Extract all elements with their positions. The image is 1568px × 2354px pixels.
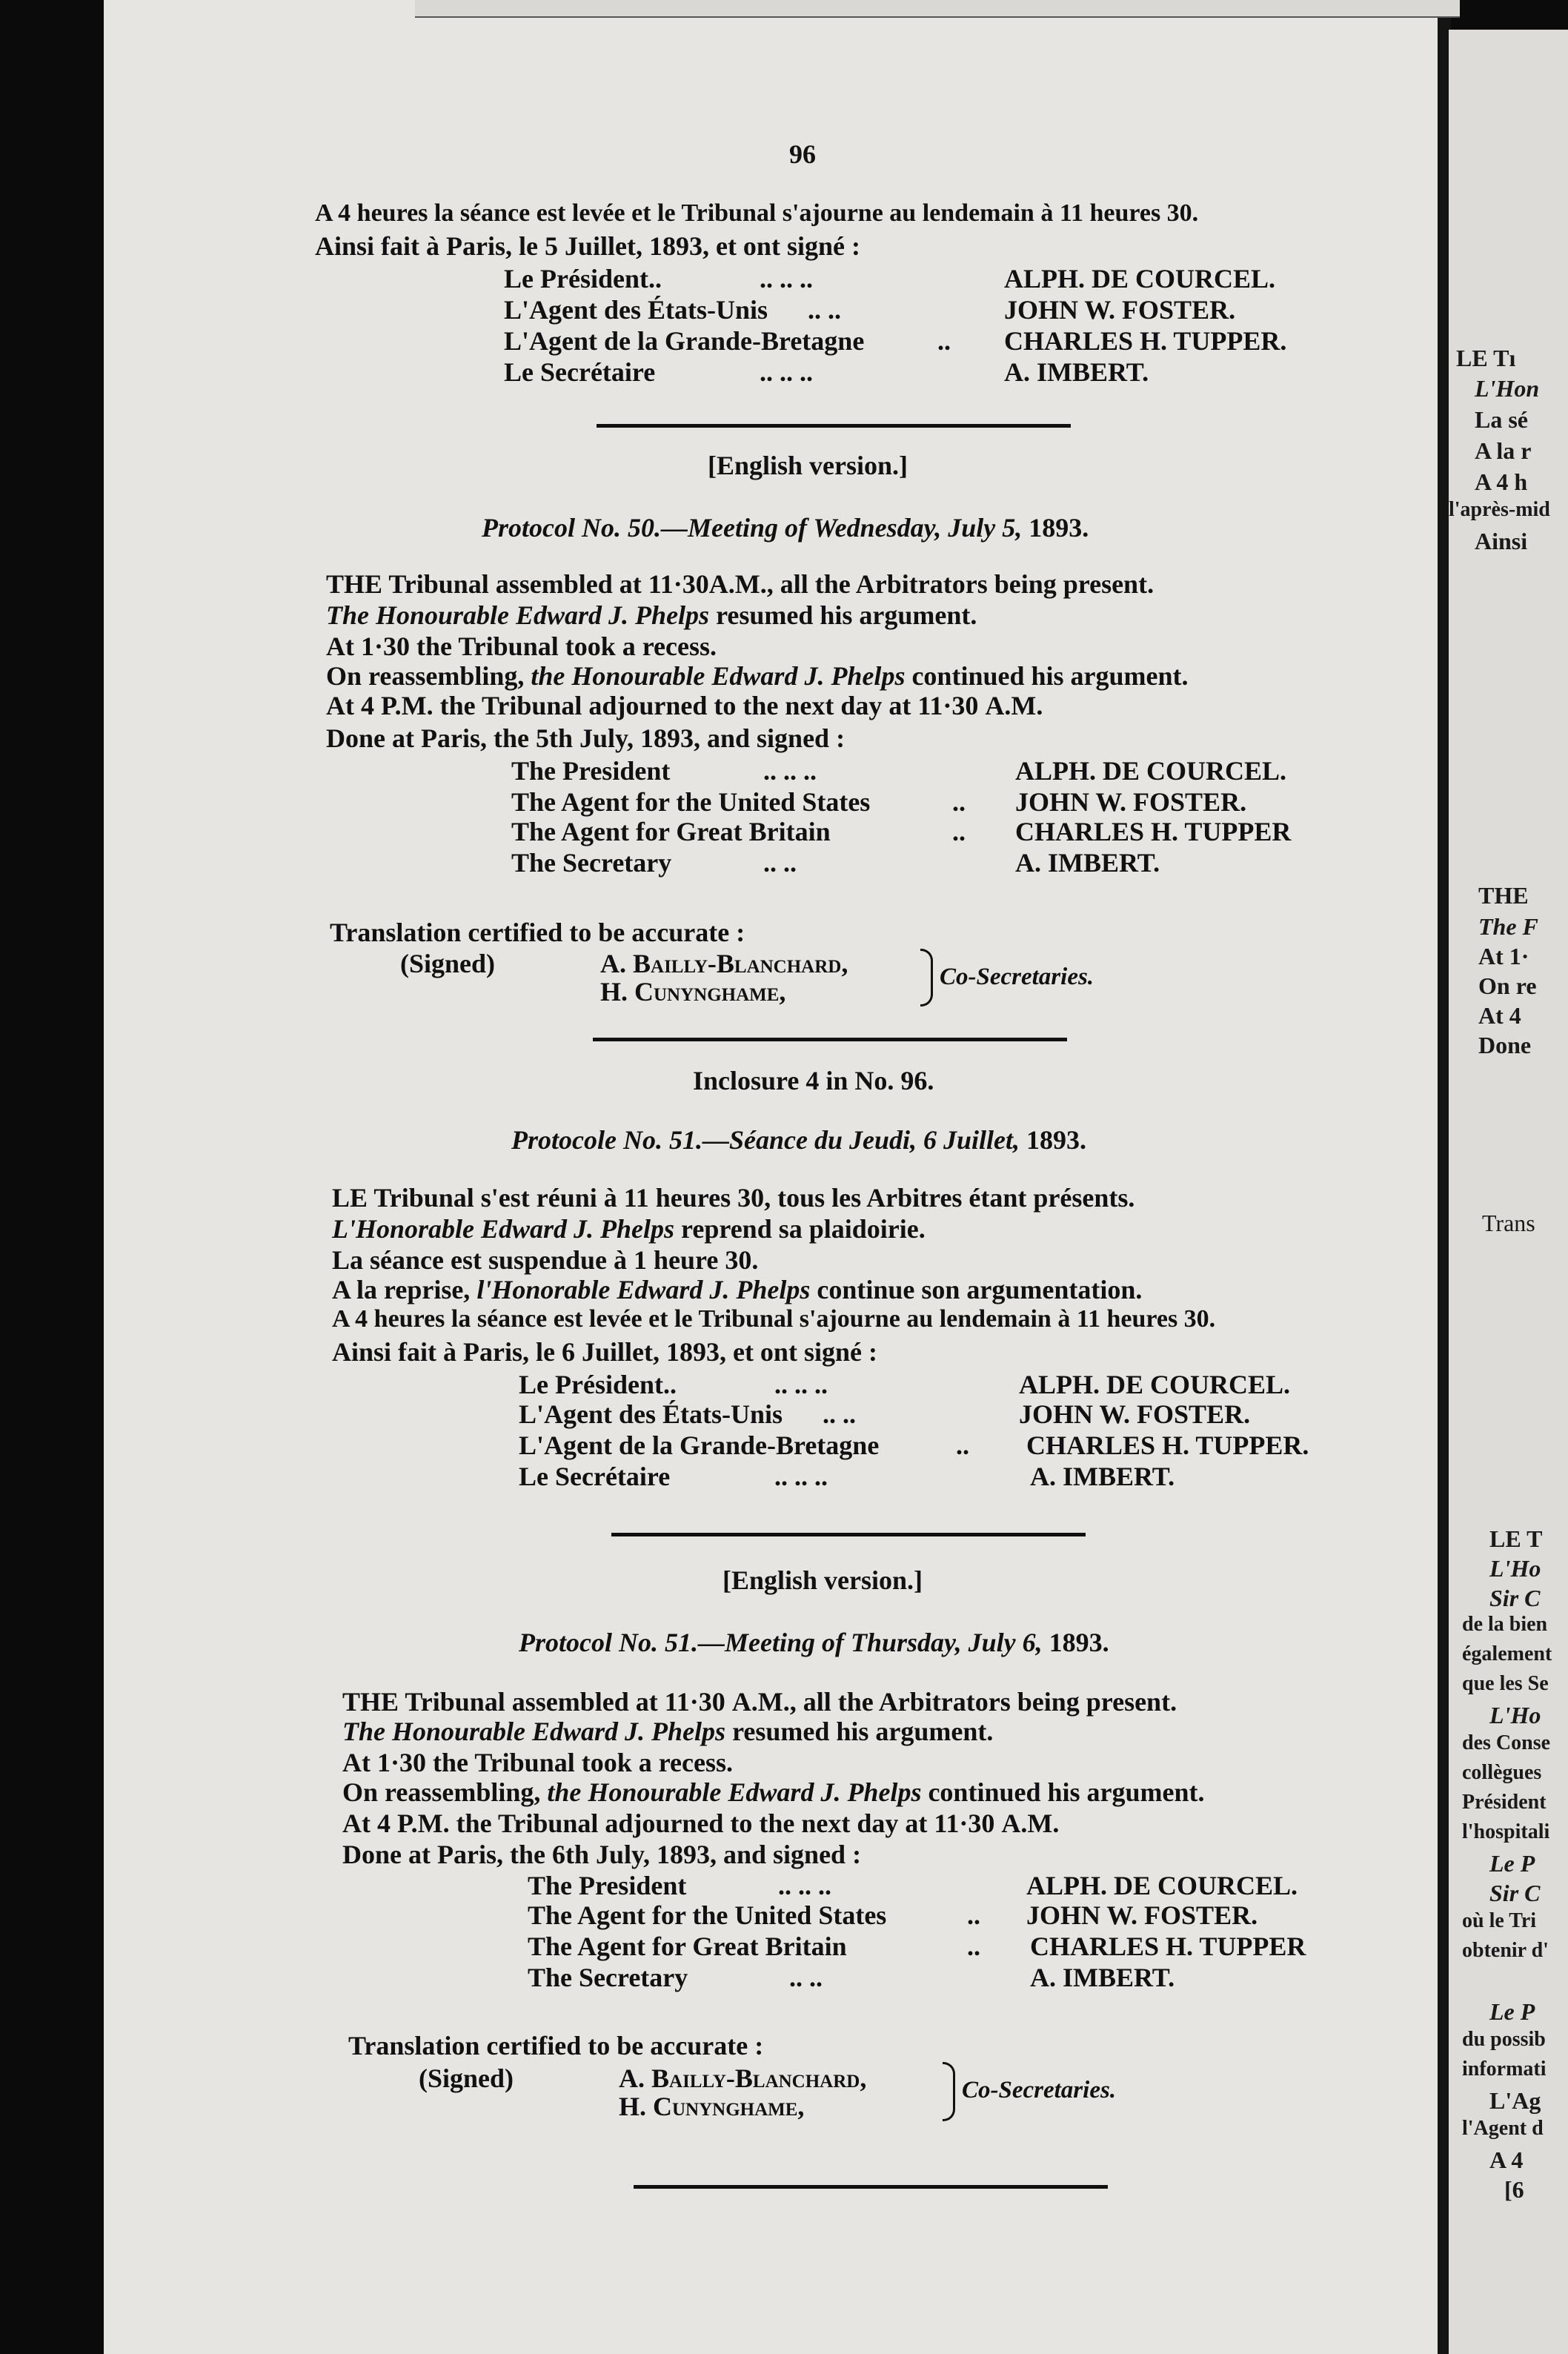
signature-name: JOHN W. FOSTER. (1026, 1900, 1258, 1930)
signature-dots: .. .. .. (774, 1462, 828, 1491)
signature-role: L'Agent des États-Unis (519, 1399, 783, 1429)
signature-dots: .. .. (763, 848, 797, 878)
signature-name: CHARLES H. TUPPER. (1004, 326, 1287, 356)
signature-role: The Agent for Great Britain (528, 1932, 847, 1961)
text-run: the Tribunal adjourned to the next day at 11·30 (449, 1808, 1002, 1838)
signature-role: The President (511, 756, 671, 786)
adjacent-text-fragment: Done (1478, 1032, 1532, 1058)
adjacent-text-fragment: At 4 (1478, 1002, 1521, 1029)
meeting-date: Meeting of Wednesday, July 5, (687, 513, 1023, 543)
signature-dots: .. .. (823, 1399, 856, 1429)
protocol-heading (511, 1125, 1086, 1155)
translation-certified: Translation certified to be accurate : (348, 2031, 764, 2060)
signature-name: CHARLES H. TUPPER (1030, 1932, 1306, 1961)
co-secretaries-label: Co-Secretaries. (962, 2077, 1117, 2103)
signature-role: The President (528, 1871, 687, 1900)
signature-name: CHARLES H. TUPPER. (1026, 1430, 1309, 1460)
signature-role: The Secretary (511, 848, 672, 878)
signature-name: A. IMBERT. (1030, 1963, 1175, 1992)
text-run: reprend sa plaidoirie. (674, 1214, 926, 1244)
text-run: l'Honorable Edward J. Phelps (476, 1275, 811, 1304)
text-run: continued his argument. (905, 661, 1189, 691)
en50-line (326, 600, 977, 630)
protocol-title: Protocol No. 50.— (482, 513, 688, 543)
en50-line (326, 691, 1043, 720)
inclosure-heading: Inclosure 4 in No. 96. (693, 1066, 934, 1095)
signature-name: JOHN W. FOSTER. (1004, 295, 1236, 325)
fr51-closing: A 4 heures la séance est levée et le Tribunal s'ajourne au lendemain à 11 heures 30. (332, 1305, 1216, 1333)
signature-role: L'Agent de la Grande-Bretagne (519, 1430, 880, 1460)
fr50-closing: A 4 heures la séance est levée et le Tribunal s'ajourne au lendemain à 11 heures 30. (315, 199, 1199, 227)
section-divider (611, 1533, 1086, 1536)
signature-role: The Agent for Great Britain (511, 817, 831, 846)
signed-label: (Signed) (419, 2063, 514, 2093)
section-divider (597, 424, 1071, 428)
signature-dots: .. (952, 817, 966, 846)
signature-name: ALPH. DE COURCEL. (1015, 756, 1287, 786)
signature-name: ALPH. DE COURCEL. (1004, 264, 1276, 294)
signature-dots: .. (967, 1900, 980, 1930)
fr51-line: La séance est suspendue à 1 heure 30. (332, 1245, 759, 1275)
signature-dots: .. .. (789, 1963, 823, 1992)
adjacent-text-fragment: l'hospitali (1462, 1820, 1550, 1843)
fr51-done-at: Ainsi fait à Paris, le 6 Juillet, 1893, et ont signé : (332, 1337, 877, 1367)
text-run: At 4 (326, 691, 381, 720)
signature-name: ALPH. DE COURCEL. (1026, 1871, 1298, 1900)
text-run: THE Tribunal assembled at 11·30 (342, 1687, 732, 1717)
brace-icon (920, 949, 933, 1007)
co-secretary-name: H. Cunynghame, (619, 2092, 805, 2121)
adjacent-text-fragment: l'Agent d (1462, 2117, 1544, 2140)
protocol-heading (519, 1628, 1109, 1657)
signature-name: JOHN W. FOSTER. (1019, 1399, 1251, 1429)
co-secretary-name: A. Bailly-Blanchard, (619, 2063, 867, 2093)
adjacent-text-fragment: A 4 h (1475, 468, 1528, 495)
adjacent-text-fragment: La sé (1475, 406, 1528, 433)
adjacent-text-fragment: l'après-mid (1449, 498, 1550, 521)
signature-role: Le Secrétaire (504, 357, 656, 387)
meeting-date: Séance du Jeudi, 6 Juillet, (728, 1125, 1020, 1155)
text-run: resumed his argument. (709, 600, 977, 630)
en50-done-at: Done at Paris, the 5th July, 1893, and signed : (326, 723, 846, 753)
version-label: [English version.] (722, 1565, 923, 1595)
page-number: 96 (789, 139, 816, 169)
protocol-title: Protocol No. 51.— (519, 1628, 725, 1657)
signature-dots: .. .. .. (774, 1370, 828, 1399)
adjacent-text-fragment: THE (1478, 882, 1529, 909)
en50-line (326, 569, 1154, 599)
signature-name: CHARLES H. TUPPER (1015, 817, 1292, 846)
signature-dots: .. .. .. (760, 264, 813, 294)
page-edge (415, 0, 1460, 18)
fr51-line: LE Tribunal s'est réuni à 11 heures 30, tous les Arbitres étant présents. (332, 1183, 1135, 1213)
signature-name: ALPH. DE COURCEL. (1019, 1370, 1291, 1399)
text-run: At 4 (342, 1808, 397, 1838)
meeting-date: Meeting of Thursday, July 6, (724, 1628, 1043, 1657)
meeting-year: 1893. (1019, 1125, 1086, 1155)
adjacent-text-fragment: LE T (1489, 1525, 1543, 1552)
adjacent-text-fragment: de la bien (1462, 1613, 1548, 1636)
en51-line (342, 1687, 1177, 1717)
signature-dots: .. .. .. (778, 1871, 831, 1900)
text-run: On reassembling, (342, 1777, 548, 1807)
version-label: [English version.] (708, 451, 908, 480)
text-run: , all the Arbitrators being present. (766, 569, 1155, 599)
text-run: L'Honorable Edward J. Phelps (332, 1214, 675, 1244)
text-run: A.M. (1001, 1808, 1060, 1838)
en51-done-at: Done at Paris, the 6th July, 1893, and signed : (342, 1840, 862, 1869)
section-divider (634, 2185, 1108, 2189)
meeting-year: 1893. (1042, 1628, 1109, 1657)
text-run: P.M. (381, 691, 433, 720)
adjacent-text-fragment: L'Ho (1489, 1555, 1541, 1582)
adjacent-text-fragment: A 4 (1489, 2146, 1524, 2173)
meeting-year: 1893. (1022, 513, 1089, 543)
en50-line (326, 661, 1189, 691)
signature-dots: .. (937, 326, 951, 356)
text-run: A la reprise, (332, 1275, 477, 1304)
text-run: continue son argumentation. (810, 1275, 1143, 1304)
signature-dots: .. (952, 787, 966, 817)
fr51-line (332, 1275, 1142, 1304)
text-run: The Honourable Edward J. Phelps (326, 600, 710, 630)
text-run: P.M. (397, 1808, 450, 1838)
text-run: , all the Arbitrators being present. (789, 1687, 1177, 1717)
adjacent-text-fragment: informati (1462, 2058, 1547, 2081)
adjacent-text-fragment: [6 (1504, 2176, 1524, 2203)
adjacent-text-fragment: On re (1478, 972, 1537, 999)
adjacent-text-fragment: A la r (1475, 437, 1532, 464)
adjacent-text-fragment: où le Tri (1462, 1909, 1537, 1932)
en51-line: At 1·30 the Tribunal took a recess. (342, 1748, 734, 1777)
signature-role: Le Président.. (519, 1370, 677, 1399)
translation-certified: Translation certified to be accurate : (330, 918, 745, 947)
en51-line (342, 1717, 993, 1746)
adjacent-text-fragment: du possib (1462, 2028, 1546, 2051)
co-secretaries-label: Co-Secretaries. (940, 964, 1094, 990)
adjacent-text-fragment: Président (1462, 1791, 1547, 1814)
adjacent-text-fragment: également (1462, 1642, 1552, 1665)
section-divider (593, 1038, 1067, 1041)
adjacent-text-fragment: que les Se (1462, 1672, 1549, 1695)
signature-name: A. IMBERT. (1030, 1462, 1175, 1491)
adjacent-text-fragment: L'Ho (1489, 1702, 1541, 1728)
fr51-line (332, 1214, 926, 1244)
protocol-heading (482, 513, 1089, 543)
signature-name: A. IMBERT. (1015, 848, 1160, 878)
signature-role: Le Président.. (504, 264, 662, 294)
adjacent-page-edge (1449, 30, 1568, 2354)
text-run: continued his argument. (921, 1777, 1205, 1807)
adjacent-text-fragment: LE Tı (1456, 345, 1516, 371)
adjacent-text-fragment: Sir C (1489, 1585, 1541, 1611)
text-run: THE Tribunal assembled at 11·30 (326, 569, 709, 599)
signature-dots: .. .. .. (763, 756, 817, 786)
adjacent-text-fragment: des Conse (1462, 1731, 1551, 1754)
co-secretary-name: H. Cunynghame, (600, 977, 786, 1007)
signature-role: L'Agent de la Grande-Bretagne (504, 326, 865, 356)
signature-dots: .. (956, 1430, 969, 1460)
signature-role: L'Agent des États-Unis (504, 295, 768, 325)
text-run: The Honourable Edward J. Phelps (342, 1717, 726, 1746)
signature-role: The Agent for the United States (511, 787, 871, 817)
signature-role: Le Secrétaire (519, 1462, 671, 1491)
en50-line: At 1·30 the Tribunal took a recess. (326, 631, 717, 661)
signature-dots: .. .. (808, 295, 841, 325)
signature-name: A. IMBERT. (1004, 357, 1149, 387)
adjacent-text-fragment: Le P (1489, 1850, 1535, 1877)
text-run: resumed his argument. (725, 1717, 994, 1746)
protocol-title: Protocole No. 51.— (511, 1125, 729, 1155)
brace-icon (943, 2062, 955, 2121)
signature-role: The Agent for the United States (528, 1900, 887, 1930)
text-run: A.M. (731, 1687, 790, 1717)
text-run: A.M. (708, 569, 767, 599)
signature-dots: .. (967, 1932, 980, 1961)
adjacent-text-fragment: L'Hon (1475, 375, 1540, 402)
adjacent-text-fragment: Sir C (1489, 1880, 1541, 1906)
text-run: the Honourable Edward J. Phelps (531, 661, 906, 691)
adjacent-text-fragment: Ainsi (1475, 528, 1528, 554)
adjacent-text-fragment: obtenir d' (1462, 1939, 1549, 1962)
adjacent-text-fragment: The F (1478, 913, 1538, 940)
adjacent-text-fragment: collègues (1462, 1761, 1542, 1784)
adjacent-text-fragment: Trans (1482, 1210, 1535, 1236)
text-run: A.M. (985, 691, 1043, 720)
signature-dots: .. .. .. (760, 357, 813, 387)
co-secretary-name: A. Bailly-Blanchard, (600, 949, 848, 978)
text-run: the Honourable Edward J. Phelps (547, 1777, 922, 1807)
adjacent-text-fragment: At 1· (1478, 943, 1529, 969)
adjacent-text-fragment: L'Ag (1489, 2087, 1541, 2114)
fr50-done-at: Ainsi fait à Paris, le 5 Juillet, 1893, et ont signé : (315, 231, 860, 261)
en51-line (342, 1777, 1205, 1807)
signed-label: (Signed) (400, 949, 496, 978)
en51-line (342, 1808, 1059, 1838)
signature-role: The Secretary (528, 1963, 688, 1992)
adjacent-text-fragment: Le P (1489, 1998, 1535, 2025)
text-run: On reassembling, (326, 661, 531, 691)
signature-name: JOHN W. FOSTER. (1015, 787, 1247, 817)
text-run: the Tribunal adjourned to the next day at 11·30 (433, 691, 986, 720)
